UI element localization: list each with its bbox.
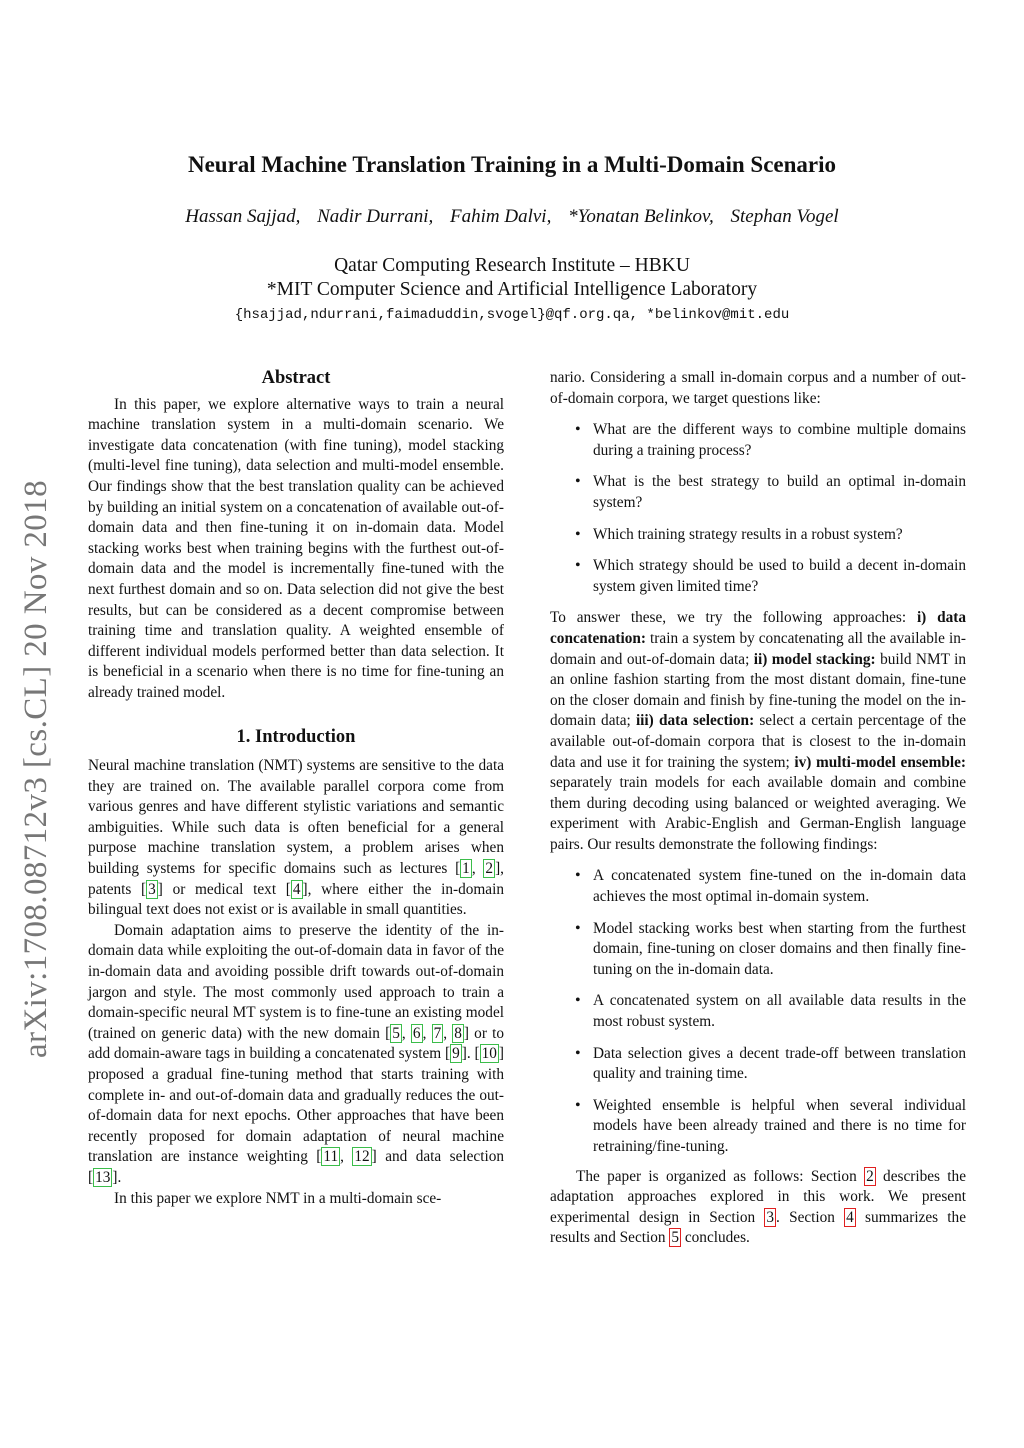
affiliation-qcri: Qatar Computing Research Institute – HBKU <box>334 255 690 276</box>
citation-link[interactable]: 10 <box>481 1045 497 1063</box>
abstract-heading: Abstract <box>261 368 331 388</box>
list-item: • What are the different ways to combine multiple domains during a training process? <box>550 420 966 461</box>
intro-paragraph-1: Neural machine translation (NMT) systems are sensitive to the data they are trained on. The available parallel corpora come from various genres and have different stylistic variations and semantic ambiguities. While such data is often beneficial for a general purpose machine translation system, a problem arises when building systems for specific domains such as lectures [ 1 , 2 ], patents [ 3 ] or medical text [ 4 ], where either the in-domain bilingual text does not exist or is available in small quantities. <box>88 757 504 919</box>
list-item: • Model stacking works best when starting from the furthest domain, fine-tuning on closer domains and then finally fine-tuning on the in-domain data. <box>550 919 966 981</box>
citation-link[interactable]: 1 <box>462 860 470 878</box>
section-link[interactable]: 5 <box>671 1229 680 1247</box>
citation-link[interactable]: 6 <box>412 1024 421 1042</box>
section-link[interactable]: 3 <box>766 1208 775 1226</box>
organization-paragraph: The paper is organized as follows: Section 2 describes the adaptation approaches explored in this work. We present experimental design in Section 3 . Section 4 summarizes the results and Section 5 concludes. <box>550 1167 966 1247</box>
affiliation-mit: *MIT Computer Science and Artificial Intelligence Laboratory <box>266 279 758 300</box>
citation-link[interactable]: 4 <box>292 880 301 898</box>
citation-link[interactable]: 3 <box>148 880 156 898</box>
list-item: • Which training strategy results in a robust system? <box>550 525 966 546</box>
findings-list <box>550 866 966 1157</box>
list-item: • Which strategy should be used to build a decent in-domain system given limited time? <box>550 556 966 597</box>
list-item: • A concatenated system fine-tuned on the in-domain data achieves the most optimal in-domain system. <box>550 866 966 907</box>
arxiv-identifier: arXiv:1708.08712v3 [cs.CL] 20 Nov 2018 <box>18 480 54 1058</box>
citation-link[interactable]: 9 <box>452 1045 460 1063</box>
approaches-paragraph: To answer these, we try the following approaches: i) data concatenation: train a system by concatenating all the available in-domain and out-of-domain data; ii) model stacking: build NMT in an online fashion starting from the most distant domain, fine-tune on the closer domain and finish by fine-tuning the model on the in-domain data; iii) data selection: select a certain percentage of the available out-of-domain corpora that is closest to the in-domain data and use it for training the system; iv) multi-model ensemble: separately train models for each available domain and combine them during decoding using balanced or weighted averaging. We experiment with Arabic-English and German-English language pairs. Our results demonstrate the following findings: <box>550 609 967 853</box>
intro-paragraph-2: Domain adaptation aims to preserve the identity of the in-domain data while exploiting the out-of-domain data in favor of the in-domain data and avoiding possible drift towards out-of-domain jargon and style. The most commonly used approach to train a domain-specific neural MT system is to fine-tune an existing model (trained on generic data) with the new domain [ 5 , 6 , 7 , 8 ] or to add domain-aware tags in building a concatenated system [ 9 ]. [ 10 ] proposed a gradual fine-tuning method that starts training with complete in- and out-of-domain data and gradually reduces the out-of-domain data for next epochs. Other approaches that have been recently proposed for domain adaptation of neural machine translation are instance weighting [ 11 , 12 ] and data selection [ 13 ]. <box>88 921 505 1186</box>
citation-link[interactable]: 7 <box>433 1024 442 1042</box>
list-item: • Data selection gives a decent trade-off between translation quality and training time. <box>550 1044 966 1085</box>
questions-list <box>550 420 966 597</box>
author: *Yonatan Belinkov, <box>568 206 714 227</box>
section-link[interactable]: 4 <box>846 1208 854 1226</box>
left-column <box>88 368 504 1209</box>
citation-link[interactable]: 2 <box>485 860 494 878</box>
author-emails: {hsajjad,ndurrani,faimaduddin,svogel}@qf.org.qa, *belinkov@mit.edu <box>234 307 790 323</box>
citation-link[interactable]: 12 <box>354 1148 370 1166</box>
author: Nadir Durrani, <box>317 206 434 227</box>
citation-link[interactable]: 5 <box>392 1024 400 1042</box>
author: Stephan Vogel <box>730 206 839 227</box>
author: Hassan Sajjad, <box>185 206 301 227</box>
intro-paragraph-3-continued: nario. Considering a small in-domain corpus and a number of out-of-domain corpora, we target questions like: <box>550 369 966 407</box>
list-item: • A concatenated system on all available data results in the most robust system. <box>550 991 966 1032</box>
list-item: • What is the best strategy to build an optimal in-domain system? <box>550 472 966 513</box>
introduction-heading: 1. Introduction <box>236 726 356 747</box>
abstract-text: In this paper, we explore alternative ways to train a neural machine translation system in a multi-domain scenario. We investigate data concatenation (with fine tuning), model stacking (multi-level fine tuning), data selection and multi-model ensemble. Our findings show that the best translation quality can be achieved by building an initial system on a concatenation of available out-of-domain data and then fine-tuning it on in-domain data. Model stacking works best when training begins with the furthest out-of-domain data and the model is incrementally fine-tuned with the next furthest domain and so on. Data selection did not give the best results, but can be considered as a decent compromise between training time and translation quality. A weighted ensemble of different individual models performed better than data selection. It is beneficial in a scenario when there is no time for fine-tuning an already trained model. <box>88 395 504 701</box>
citation-link[interactable]: 13 <box>95 1168 111 1186</box>
author-list <box>0 206 1024 228</box>
intro-paragraph-3-start: In this paper we explore NMT in a multi-domain sce- <box>114 1189 442 1207</box>
citation-link[interactable]: 8 <box>454 1024 462 1042</box>
section-link[interactable]: 2 <box>866 1167 874 1185</box>
paper-title: Neural Machine Translation Training in a Multi-Domain Scenario <box>187 152 837 177</box>
citation-link[interactable]: 11 <box>323 1148 339 1166</box>
list-item: • Weighted ensemble is helpful when several individual models have been already trained and there is no time for retraining/fine-tuning. <box>550 1096 966 1158</box>
author: Fahim Dalvi, <box>450 206 552 227</box>
right-column <box>550 368 966 1249</box>
